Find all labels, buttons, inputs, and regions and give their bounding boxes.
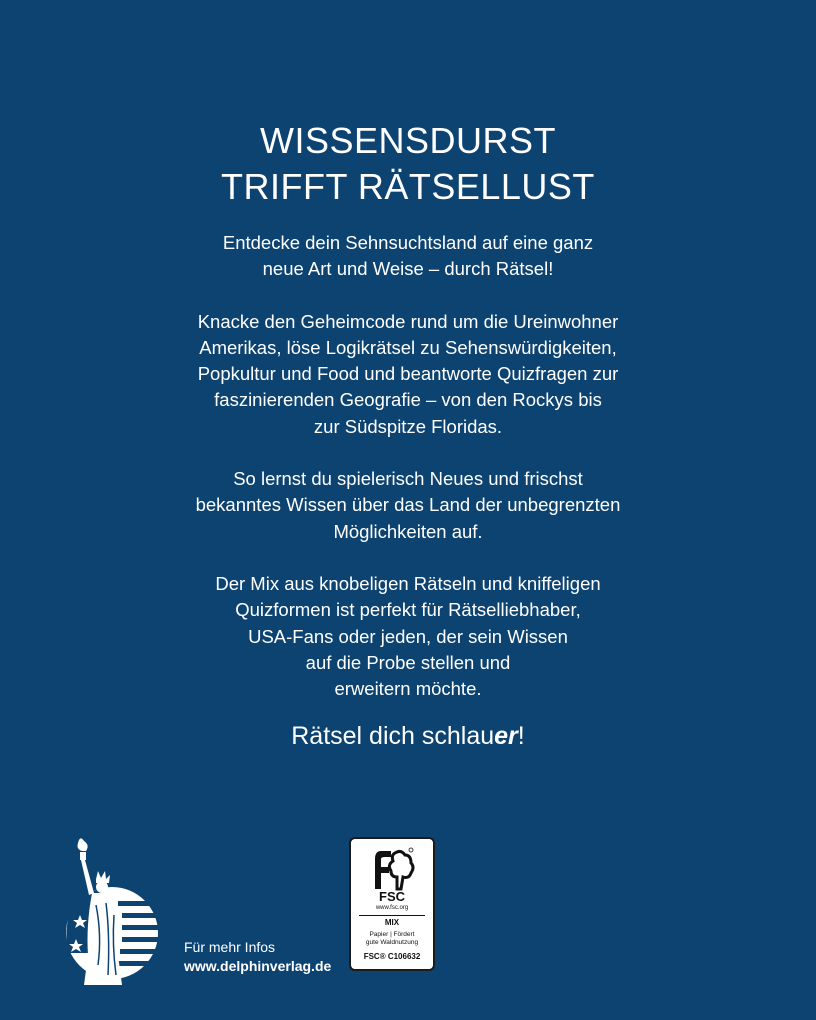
fsc-paper-line: Papier | Fördert <box>369 931 415 938</box>
tagline <box>0 720 816 752</box>
text-line: Entdecke dein Sehnsuchtsland auf eine ganz <box>222 232 594 253</box>
text-line: auf die Probe stellen und <box>305 651 511 673</box>
text-line: So lernst du spielerisch Neues und frischst <box>233 468 583 490</box>
publisher-url[interactable]: www.delphinverlag.de <box>184 958 332 974</box>
fsc-mix: MIX <box>384 918 400 927</box>
fsc-paper-text <box>353 931 431 947</box>
paragraph-learning <box>150 466 666 545</box>
text-line: Knacke den Geheimcode rund um die Ureinwohner <box>197 310 619 332</box>
text-line: USA-Fans oder jeden, der sein Wissen <box>248 625 568 647</box>
paragraph-content <box>150 309 666 440</box>
headline-line-2: TRIFFT RÄTSELLUST <box>221 166 595 207</box>
text-line: faszinierenden Geografie – von den Rockys bis <box>214 389 602 411</box>
headline <box>0 118 816 210</box>
info-label: Für mehr Infos <box>184 939 276 955</box>
fsc-code: FSC® C106632 <box>363 952 421 961</box>
text-line: bekanntes Wissen über das Land der unbegrenzten <box>195 494 621 516</box>
text-line: Möglichkeiten auf. <box>333 520 483 542</box>
tagline-suffix: ! <box>517 722 525 750</box>
more-info <box>184 938 331 976</box>
text-line: neue Art und Weise – durch Rätsel! <box>262 258 554 280</box>
statue-of-liberty-icon <box>56 835 166 995</box>
divider <box>359 915 425 916</box>
headline-line-1: WISSENSDURST <box>259 120 557 161</box>
fsc-tree-icon <box>371 847 415 895</box>
fsc-site: www.fsc.org <box>375 905 409 911</box>
description <box>150 230 666 728</box>
text-line: erweitern möchte. <box>334 678 482 700</box>
paragraph-audience <box>150 571 666 702</box>
fsc-paper-line: gute Waldnutzung <box>365 939 419 946</box>
text-line: Popkultur und Food und beantworte Quizfragen zur <box>197 363 619 385</box>
text-line: Der Mix aus knobeligen Rätseln und kniffeligen <box>215 572 601 594</box>
paragraph-intro <box>150 230 666 283</box>
tagline-prefix: Rätsel dich schlau <box>291 722 495 750</box>
fsc-label <box>349 837 435 971</box>
fsc-brand: FSC <box>379 889 405 904</box>
text-line: Amerikas, löse Logikrätsel zu Sehenswürdigkeiten, <box>199 336 617 358</box>
text-line: Quizformen ist perfekt für Rätselliebhaber, <box>235 599 581 621</box>
text-line: zur Südspitze Floridas. <box>313 415 503 437</box>
tagline-emphasis: er <box>494 722 518 750</box>
